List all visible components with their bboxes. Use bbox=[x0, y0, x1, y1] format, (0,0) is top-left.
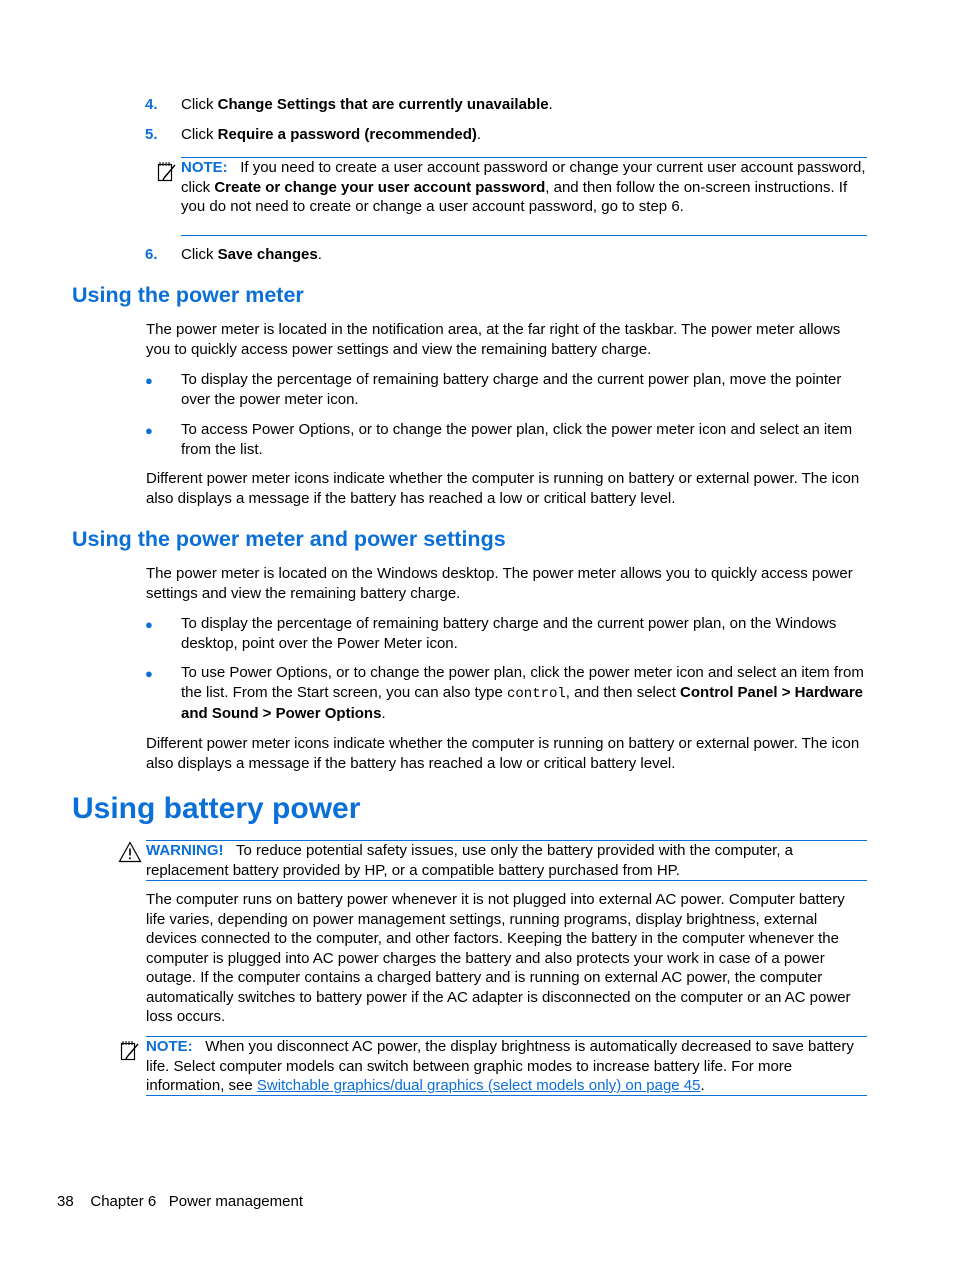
paragraph: Different power meter icons indicate whether the computer is running on battery or external power. The icon also displays a message if the battery has reached a low or critical battery level. bbox=[146, 735, 860, 772]
note-box bbox=[146, 1036, 867, 1096]
note-text: NOTE: When you disconnect AC power, the display brightness is automatically decreased to save battery life. Select computer models can switch between graphic modes to increase battery life. For more information, see Switchable graphics/dual graphics (select models only) on page 45. bbox=[146, 1038, 854, 1094]
bullet-icon: ● bbox=[145, 666, 153, 681]
section-heading: Using the power meter and power settings bbox=[72, 527, 506, 551]
section-heading: Using the power meter bbox=[72, 283, 304, 307]
paragraph: Different power meter icons indicate whether the computer is running on battery or external power. The icon also displays a message if the battery has reached a low or critical battery level. bbox=[146, 470, 860, 507]
page-footer bbox=[57, 1192, 303, 1212]
cross-reference-link[interactable]: Switchable graphics/dual graphics (select models only) on page 45 bbox=[256, 1077, 701, 1094]
bullet-text: To display the percentage of remaining battery charge and the current power plan, move the pointer over the power meter icon. bbox=[181, 371, 842, 408]
step-number: 4. bbox=[145, 96, 158, 113]
bullet-icon: ● bbox=[145, 617, 153, 632]
bullet-text: To use Power Options, or to change the power plan, click the power meter icon and select an item from the list. From the Start screen, you can also type control, and then select Control Panel > Hardware and Sound > Power Options. bbox=[181, 664, 864, 722]
warning-icon bbox=[118, 841, 142, 863]
step-text: Click Change Settings that are currently unavailable. bbox=[181, 96, 553, 113]
warning-text: WARNING! To reduce potential safety issues, use only the battery provided with the computer, a replacement battery provided by HP, or a compatible battery purchased from HP. bbox=[146, 842, 794, 879]
step-text: Click Save changes. bbox=[181, 246, 322, 263]
step-number: 6. bbox=[145, 246, 158, 263]
warning-box bbox=[146, 840, 867, 881]
step-number: 5. bbox=[145, 126, 158, 143]
note-text: NOTE: If you need to create a user account password or change your current user account password, click Create or change your user account password, and then follow the on-screen instructions. If you do not need to create or change a user account password, go to step 6. bbox=[181, 159, 866, 215]
note-box bbox=[181, 157, 867, 236]
paragraph: The computer runs on battery power whenever it is not plugged into external AC power. Computer battery life varies, depending on power management settings, running programs, display brightness, external devices connected to the computer, and other factors. Keeping the battery in the computer whenever the computer is plugged into AC power charges the battery and also protects your work in case of a power outage. If the computer contains a charged battery and is running on external AC power, the computer automatically switches to battery power if the AC adapter is disconnected on the computer or an AC power loss occurs. bbox=[146, 891, 851, 1025]
bullet-icon: ● bbox=[145, 373, 153, 388]
chapter-title: Power management bbox=[168, 1193, 303, 1210]
step-text: Click Require a password (recommended). bbox=[181, 126, 482, 143]
note-icon bbox=[120, 1040, 140, 1062]
chapter-heading: Using battery power bbox=[72, 792, 361, 825]
page-number: 38 bbox=[57, 1193, 74, 1210]
bullet-text: To display the percentage of remaining battery charge and the current power plan, on the Windows desktop, point over the Power Meter icon. bbox=[181, 615, 837, 652]
chapter-label: Chapter 6 bbox=[90, 1193, 157, 1210]
bullet-icon: ● bbox=[145, 423, 153, 438]
paragraph: The power meter is located on the Windows desktop. The power meter allows you to quickly access power settings and view the remaining battery charge. bbox=[146, 565, 853, 602]
note-icon bbox=[157, 161, 177, 183]
bullet-text: To access Power Options, or to change the power plan, click the power meter icon and select an item from the list. bbox=[181, 421, 853, 458]
paragraph: The power meter is located in the notification area, at the far right of the taskbar. The power meter allows you to quickly access power settings and view the remaining battery charge. bbox=[146, 321, 841, 358]
